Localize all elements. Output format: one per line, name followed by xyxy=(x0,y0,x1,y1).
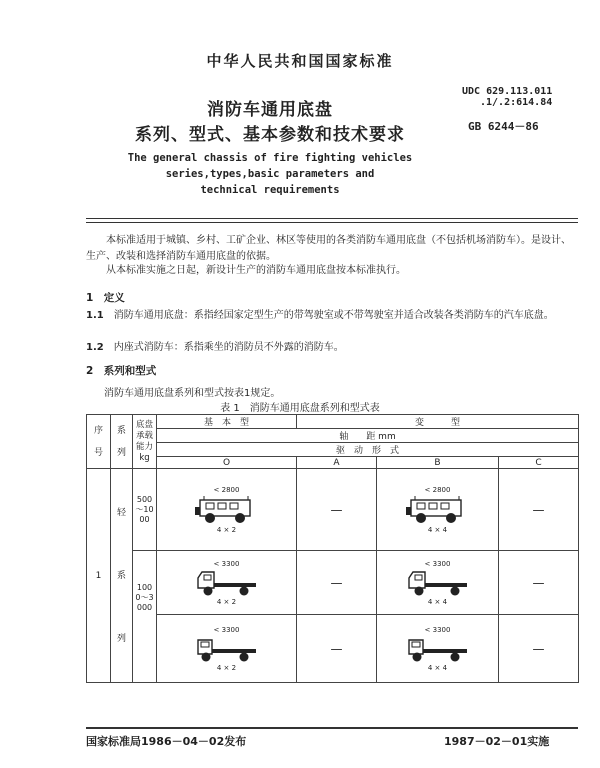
header-drive: 驱 动 形 式 xyxy=(157,443,579,457)
cell-o-row-3 xyxy=(157,615,297,683)
header-seq-text: 序号 xyxy=(93,425,103,458)
title-cn-line-2: 系列、型式、基本参数和技术要求 xyxy=(135,125,405,145)
drive-label: 4 × 4 xyxy=(427,525,448,534)
definition-1-2-text: 内座式消防车：系指乘坐的消防员不外露的消防车。 xyxy=(113,342,344,353)
section-1-heading: 1 定义 xyxy=(86,292,125,304)
header-rule-bottom xyxy=(86,222,578,223)
header-series-text: 系列 xyxy=(116,425,126,458)
udc-line-2: .1/.2:614.84 xyxy=(480,97,553,108)
section-2-heading: 2 系列和型式 xyxy=(86,365,157,377)
cell-b-row-3 xyxy=(377,615,499,683)
cell-o-row-2 xyxy=(157,551,297,615)
definition-1-2-number: 1.2 xyxy=(86,342,104,353)
wheelbase-label: < 2800 xyxy=(213,485,240,494)
issue-date: 国家标准局1986－04－02发布 xyxy=(86,735,247,748)
udc-line-1: UDC 629.113.011 xyxy=(462,86,553,97)
definition-1-1 xyxy=(86,308,576,324)
seq-cell: 1 xyxy=(87,469,111,683)
title-en-line-2: series,types,basic parameters and xyxy=(165,168,375,180)
truck-cab-over-chassis-icon xyxy=(194,634,260,664)
chassis-series-table xyxy=(86,414,579,683)
wheelbase-label: < 3300 xyxy=(424,625,451,634)
title-en-line-1: The general chassis of fire fighting vehicles xyxy=(127,152,413,164)
truck-cab-closed-icon xyxy=(194,494,260,526)
section-2-paragraph: 消防车通用底盘系列和型式按表1规定。 xyxy=(104,388,281,399)
truck-cab-over-chassis-4x4-icon xyxy=(405,634,471,664)
intro-paragraph-2: 从本标准实施之日起，新设计生产的消防车通用底盘按本标准执行。 xyxy=(106,265,406,276)
cell-o-row-1 xyxy=(157,469,297,551)
truck-chassis-cab-4x4-icon xyxy=(405,568,471,598)
header-col-c: C xyxy=(499,457,579,469)
cell-a-row-1: — xyxy=(297,469,377,551)
drive-label: 4 × 2 xyxy=(216,597,237,606)
series-cell xyxy=(111,469,133,683)
definition-1-1-text: 消防车通用底盘：系指经国家定型生产的带驾驶室或不带驾驶室并适合改装各类消防车的汽车底盘。 xyxy=(113,310,554,321)
cell-c-row-1: — xyxy=(499,469,579,551)
drive-label: 4 × 2 xyxy=(216,525,237,534)
load-range-2-text: 1000～3000 xyxy=(135,583,154,612)
header-col-b: B xyxy=(377,457,499,469)
header-seq xyxy=(87,415,111,469)
series-char-1: 轻 xyxy=(116,508,126,518)
definition-1-1-number: 1.1 xyxy=(86,310,104,321)
header-rule-top xyxy=(86,218,578,219)
load-range-1 xyxy=(133,469,157,551)
cell-b-row-1 xyxy=(377,469,499,551)
effective-date: 1987－02－01实施 xyxy=(444,735,550,748)
truck-cab-closed-4x4-icon xyxy=(405,494,471,526)
footer-rule xyxy=(86,727,578,729)
title-en-line-3: technical requirements xyxy=(200,184,340,196)
definition-1-2 xyxy=(86,340,576,356)
header-load-text: 底盘承载能力kg xyxy=(135,419,153,463)
gb-code: GB 6244－86 xyxy=(468,120,539,133)
header-col-o: O xyxy=(157,457,297,469)
cell-a-row-3: — xyxy=(297,615,377,683)
drive-label: 4 × 4 xyxy=(427,663,448,672)
header-load xyxy=(133,415,157,469)
truck-chassis-cab-icon xyxy=(194,568,260,598)
cell-a-row-2: — xyxy=(297,551,377,615)
intro-paragraph-1: 本标准适用于城镇、乡村、工矿企业、林区等使用的各类消防车通用底盘（不包括机场消防车）。是设计、生产、改装和选择消防车通用底盘的依据。 xyxy=(86,235,571,262)
header-series xyxy=(111,415,133,469)
load-range-1-text: 500～1000 xyxy=(135,495,154,524)
wheelbase-label: < 3300 xyxy=(213,625,240,634)
cell-c-row-3: — xyxy=(499,615,579,683)
header-basic: 基 本 型 xyxy=(157,415,297,429)
series-char-2: 系 xyxy=(116,571,126,581)
series-char-3: 列 xyxy=(116,634,126,644)
drive-label: 4 × 2 xyxy=(216,663,237,672)
header-variant: 变 型 xyxy=(297,415,579,429)
wheelbase-label: < 3300 xyxy=(424,559,451,568)
drive-label: 4 × 4 xyxy=(427,597,448,606)
load-range-2 xyxy=(133,551,157,683)
table-caption: 表 1 消防车通用底盘系列和型式表 xyxy=(220,403,380,414)
cell-b-row-2 xyxy=(377,551,499,615)
header-col-a: A xyxy=(297,457,377,469)
wheelbase-label: < 3300 xyxy=(213,559,240,568)
wheelbase-label: < 2800 xyxy=(424,485,451,494)
cell-c-row-2: — xyxy=(499,551,579,615)
title-cn-line-1: 消防车通用底盘 xyxy=(207,100,333,120)
header-wheelbase: 轴 距 mm xyxy=(157,429,579,443)
national-standard-label: 中华人民共和国国家标准 xyxy=(206,52,394,70)
